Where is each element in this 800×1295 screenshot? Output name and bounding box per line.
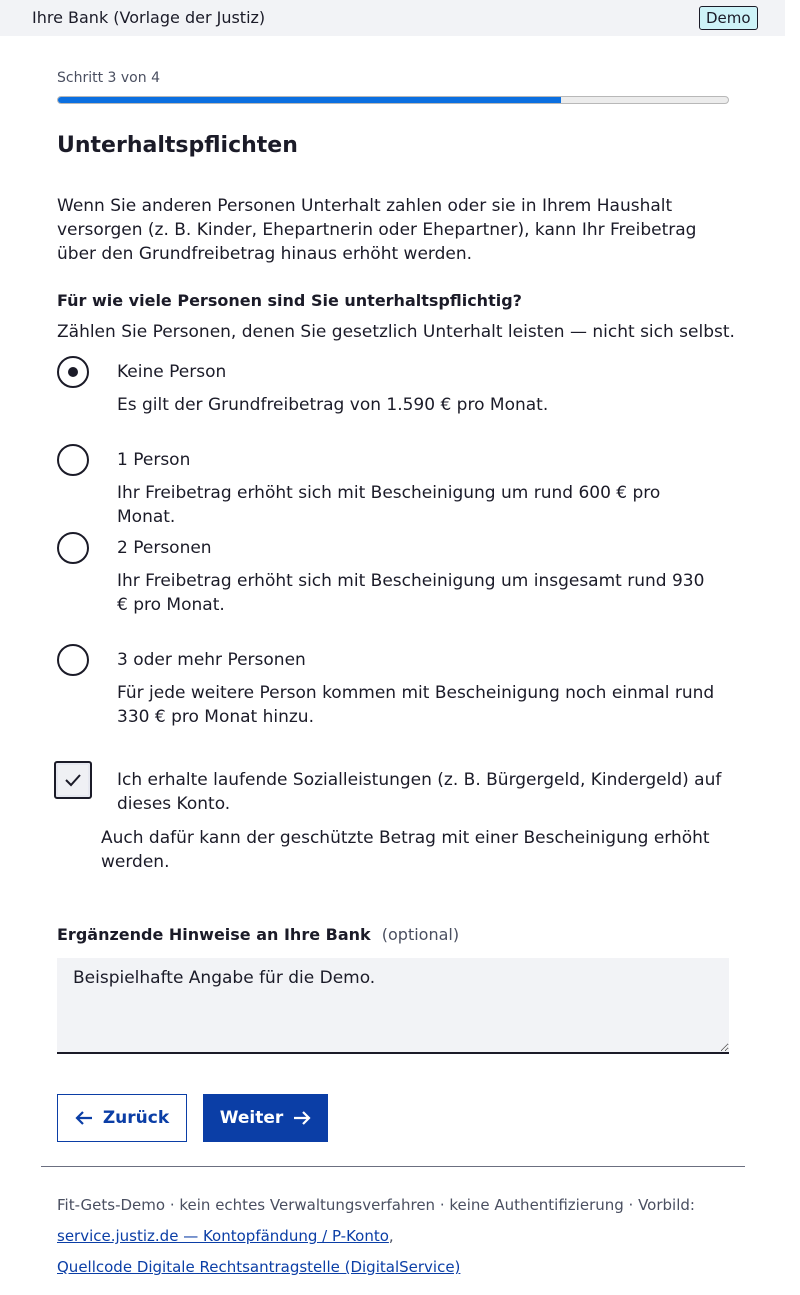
radio-description: Ihr Freibetrag erhöht sich mit Bescheinigung um rund 600 € pro Monat. [117,483,661,527]
footer [57,1190,757,1283]
radio-description: Es gilt der Grundfreibetrag von 1.590 € pro Monat. [117,395,549,415]
intro-text: Wenn Sie anderen Personen Unterhalt zahlen oder sie in Ihrem Haushalt versorgen (z. B. Kinder, Ehepartnerin oder Ehepartner), kann Ihr Freibetrag über den Grundfreibetrag hinaus erhöht werden. [57,196,697,264]
progress-bar-fill [58,97,561,103]
footer-separator: , [388,1227,394,1245]
radio-label[interactable]: Keine Person [117,362,227,382]
radio-description: Für jede weitere Person kommen mit Bescheinigung noch einmal rund 330 € pro Monat hinzu. [117,683,715,727]
footer-divider [41,1166,745,1167]
checkmark-icon [64,772,82,788]
bank-name: Ihre Bank (Vorlage der Justiz) [32,8,266,27]
footer-link-row [57,1252,757,1283]
next-button[interactable] [203,1094,328,1142]
step-indicator: Schritt 3 von 4 [57,70,160,86]
notes-label-text: Ergänzende Hinweise an Ihre Bank [57,925,371,944]
radio-label[interactable]: 3 oder mehr Personen [117,650,306,670]
notes-label [57,925,459,944]
next-button-label: Weiter [219,1108,284,1128]
radio-button[interactable] [57,444,89,476]
question-title: Für wie viele Personen sind Sie unterhaltspflichtig? [57,291,522,310]
radio-description: Ihr Freibetrag erhöht sich mit Bescheinigung um insgesamt rund 930 € pro Monat. [117,571,705,615]
back-button-label: Zurück [102,1108,170,1128]
radio-button[interactable] [57,644,89,676]
progress-bar [57,96,729,104]
footer-link-source-code[interactable]: Quellcode Digitale Rechtsantragstelle (DigitalService) [57,1258,461,1276]
footer-text: Fit-Gets-Demo · kein echtes Verwaltungsverfahren · keine Authentifizierung · Vorbild: [57,1196,695,1214]
radio-label[interactable]: 1 Person [117,450,191,470]
notes-textarea[interactable] [57,958,729,1054]
back-button[interactable] [57,1094,187,1142]
radio-button[interactable] [57,356,89,388]
footer-link-row [57,1221,757,1252]
demo-badge: Demo [699,6,758,30]
social-benefits-checkbox[interactable] [54,761,92,799]
social-benefits-label[interactable]: Ich erhalte laufende Sozialleistungen (z. B. Bürgergeld, Kindergeld) auf dieses Konto. [117,770,722,814]
question-hint: Zählen Sie Personen, denen Sie gesetzlich Unterhalt leisten — nicht sich selbst. [57,322,735,342]
page-title: Unterhaltspflichten [57,133,298,158]
footer-link-justiz[interactable]: service.justiz.de — Kontopfändung / P-Konto [57,1227,389,1245]
top-bar [0,0,785,36]
radio-button[interactable] [57,532,89,564]
arrow-left-icon [75,1110,93,1126]
radio-label[interactable]: 2 Personen [117,538,212,558]
social-benefits-hint: Auch dafür kann der geschützte Betrag mit einer Bescheinigung erhöht werden. [101,828,710,872]
notes-optional-text: (optional) [381,925,460,944]
arrow-right-icon [293,1110,311,1126]
